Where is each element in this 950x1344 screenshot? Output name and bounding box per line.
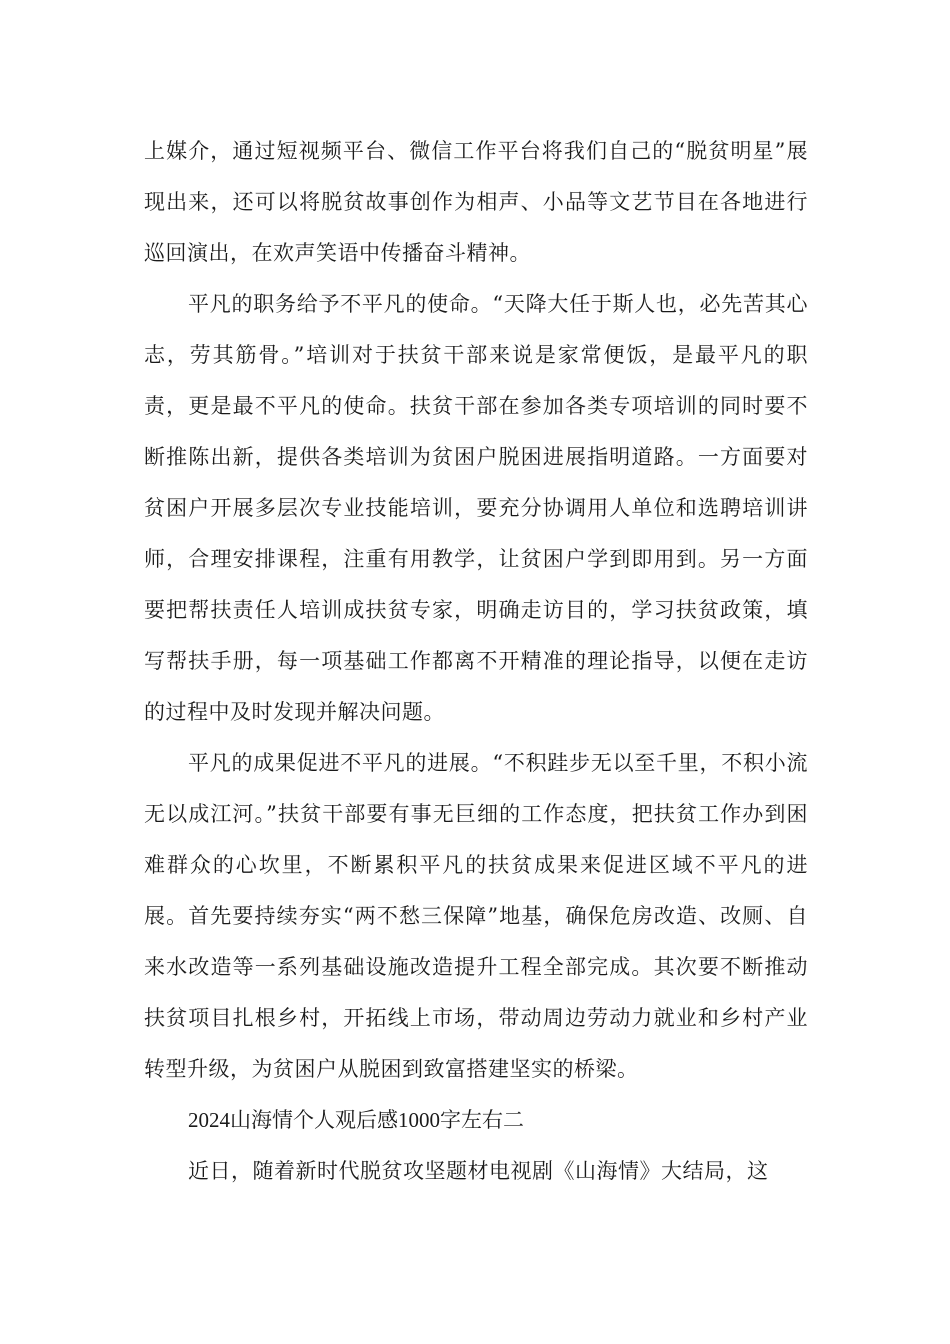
paragraph-progress-results: 平凡的成果促进不平凡的进展。“不积跬步无以至千里，不积小流无以成江河。”扶贫干部要有事无巨细的工作态度，把扶贫工作办到困难群众的心坎里，不断累积平凡的扶贫成果来促进区域不平凡的进展。首先要持续夯实“两不愁三保障”地基，确保危房改造、改厕、自来水改造等一系列基础设施改造提升工程全部完成。其次要不断推动扶贫项目扎根乡村，开拓线上市场，带动周边劳动力就业和乡村产业转型升级，为贫困户从脱困到致富搭建坚实的桥梁。 (144, 751, 808, 1081)
section-heading: 2024山海情个人观后感1000字左右二 (188, 1108, 524, 1132)
paragraph-training-mission: 平凡的职务给予不平凡的使命。“天降大任于斯人也，必先苦其心志，劳其筋骨。”培训对于扶贫干部来说是家常便饭，是最平凡的职责，更是最不平凡的使命。扶贫干部在参加各类专项培训的同时要不断推陈出新，提供各类培训为贫困户脱困进展指明道路。一方面要对贫困户开展多层次专业技能培训，要充分协调用人单位和选聘培训讲师，合理安排课程，注重有用教学，让贫困户学到即用到。另一方面要把帮扶责任人培训成扶贫专家，明确走访目的，学习扶贫政策，填写帮扶手册，每一项基础工作都离不开精准的理论指导，以便在走访的过程中及时发现并解决问题。 (144, 292, 808, 724)
paragraph-intro: 近日，随着新时代脱贫攻坚题材电视剧《山海情》大结局，这 (188, 1159, 769, 1183)
document-body (144, 126, 808, 1197)
paragraph-continuation: 上媒介，通过短视频平台、微信工作平台将我们自己的“脱贫明星”展现出来，还可以将脱贫故事创作为相声、小品等文艺节目在各地进行巡回演出，在欢声笑语中传播奋斗精神。 (144, 139, 808, 265)
